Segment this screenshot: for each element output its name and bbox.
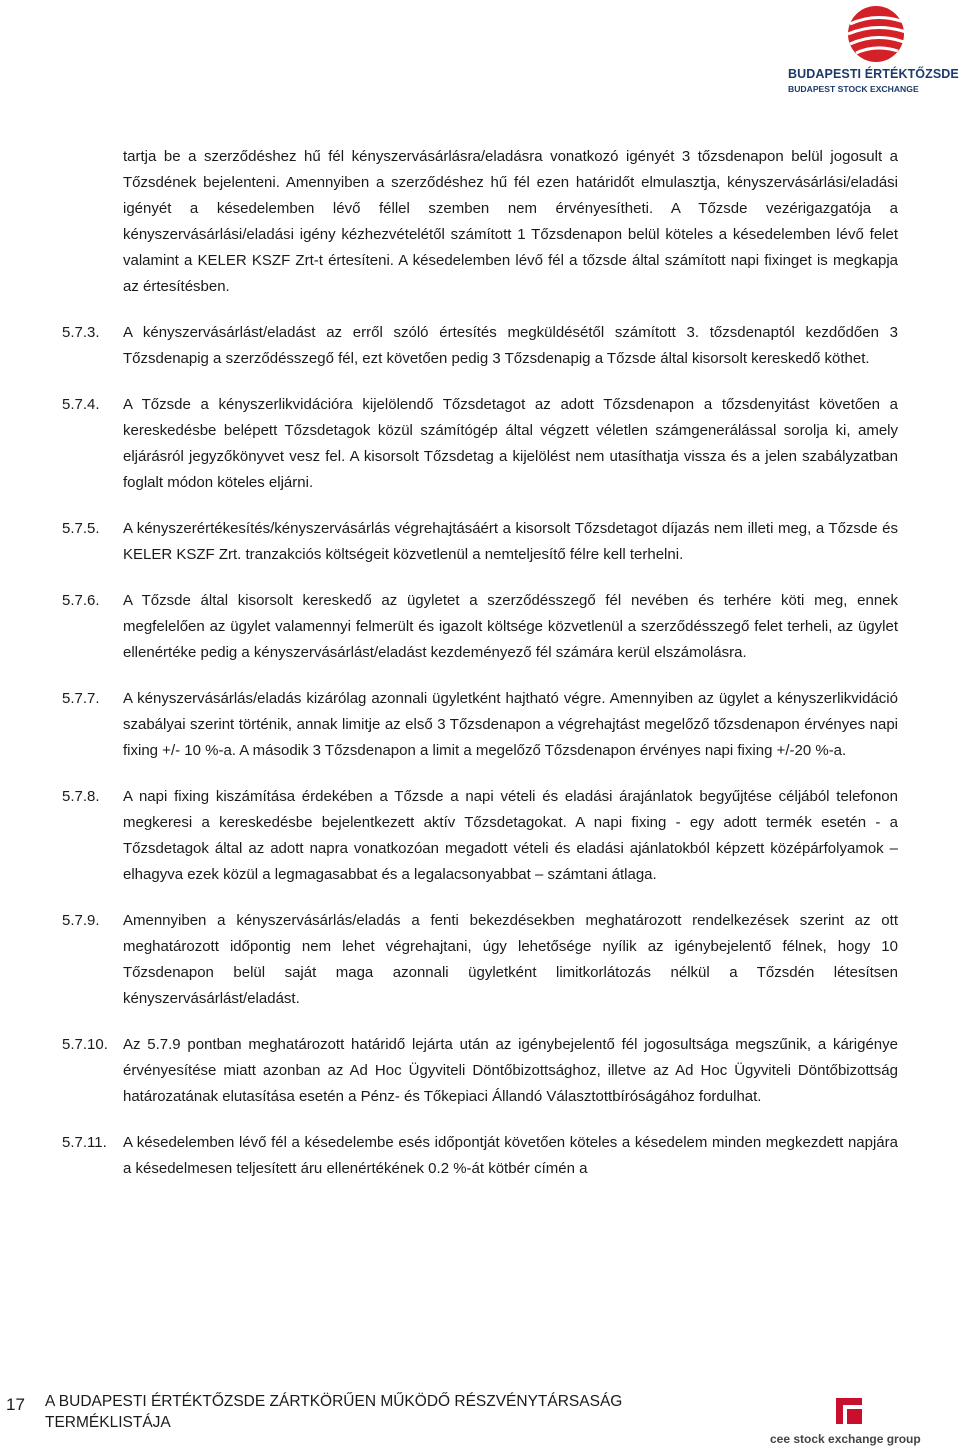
clause bbox=[62, 392, 898, 496]
page-footer bbox=[0, 1384, 960, 1454]
clause bbox=[62, 784, 898, 888]
continuation-paragraph: tartja be a szerződéshez hű fél kényszervásárlásra/eladásra vonatkozó igényét 3 tőzsdenapon belül jogosult a Tőzsdének bejelenteni. Amennyiben a szerződéshez hű fél ezen határidőt elmulasztja, kényszervásárlási/eladási igényét a késedelemben lévő féllel szemben nem érvényesítheti. A Tőzsde vezérigazgatója a kényszervásárlási/eladási igény kézhezvételétől számított 1 Tőzsdenapon belül köteles a késedelemben lévő felet valamint a KELER KSZF Zrt-t értesíteni. A késedelemben lévő fél a tőzsde által számított napi fixinget is megkapja az értesítésben. bbox=[123, 148, 898, 295]
clause-text: A kényszervásárlást/eladást az erről szóló értesítés megküldésétől számított 3. tőzsdenaptól kezdődően 3 Tőzsdenapig a szerződésszegő fél, ezt követően pedig 3 Tőzsdenapig a Tőzsde által kisorsolt kereskedő köthet. bbox=[123, 324, 898, 367]
page-number: 17 bbox=[6, 1395, 25, 1414]
cee-logo-icon bbox=[834, 1396, 864, 1426]
clause bbox=[62, 588, 898, 666]
footer-title bbox=[45, 1391, 622, 1433]
clause-number: 5.7.6. bbox=[62, 592, 100, 609]
clause bbox=[62, 1032, 898, 1110]
clause-number: 5.7.3. bbox=[62, 324, 100, 341]
clause-number: 5.7.4. bbox=[62, 396, 100, 413]
logo-title: BUDAPESTI ÉRTÉKTŐZSDE bbox=[788, 67, 959, 81]
bse-sphere-icon bbox=[844, 4, 908, 64]
footer-title-line2: TERMÉKLISTÁJA bbox=[45, 1414, 171, 1431]
document-body bbox=[62, 144, 898, 1202]
clause-number: 5.7.11. bbox=[62, 1134, 107, 1151]
clause-text: Az 5.7.9 pontban meghatározott határidő lejárta után az igénybejelentő fél jogosultsága megszűnik, a kárigénye érvényesítése miatt azonban az Ad Hoc Ügyviteli Döntőbizottsághoz, illetve az Ad Hoc Ügyviteli Döntőbizottság határozatának elutasítása esetén a Pénz- és Tőkepiaci Állandó Választottbíróságához fordulhat. bbox=[123, 1036, 898, 1105]
clause-text: Amennyiben a kényszervásárlás/eladás a fenti bekezdésekben meghatározott rendelkezések szerint az ott meghatározott időpontig nem lehet végrehajtani, úgy lehetősége nyílik az igénybejelentő félnek, hogy 10 Tőzsdenapon belül saját maga azonnali ügyletként limitkorlátozás nélkül a Tőzsdén létesítsen kényszervásárlást/eladást. bbox=[123, 912, 898, 1007]
clause-number: 5.7.9. bbox=[62, 912, 100, 929]
logo-subtitle: BUDAPEST STOCK EXCHANGE bbox=[788, 84, 919, 94]
clause-number: 5.7.7. bbox=[62, 690, 100, 707]
clause bbox=[62, 908, 898, 1012]
clause-number: 5.7.10. bbox=[62, 1036, 108, 1053]
clause bbox=[62, 686, 898, 764]
clause bbox=[62, 1130, 898, 1182]
clause bbox=[62, 320, 898, 372]
cee-logo-text: cee stock exchange group bbox=[770, 1432, 921, 1446]
clause-text: A napi fixing kiszámítása érdekében a Tőzsde a napi vételi és eladási árajánlatok begyűjtése céljából telefonon megkeresi a kereskedésbe bejelentkezett aktív Tőzsdetagokat. A napi fixing - egy adott termék esetén - a Tőzsdetagok által az adott napra vonatkozóan megadott vételi és eladási ajánlatokból képzett középárfolyamok – elhagyva ezek közül a legmagasabbat és a legalacsonyabbat – számtani átlaga. bbox=[123, 788, 898, 883]
clause bbox=[62, 516, 898, 568]
clause-number: 5.7.5. bbox=[62, 520, 100, 537]
clause-text: A Tőzsde a kényszerlikvidációra kijelölendő Tőzsdetagot az adott Tőzsdenapon a tőzsdenyitást követően a kereskedésbe belépett Tőzsdetagok közül számítógép által végzett véletlen számgenerálással sorolja ki, amely eljárásról jegyzőkönyvet vesz fel. A kisorsolt Tőzsdetag a kijelölést nem utasíthatja vissza és a jelen szabályzatban foglalt módon köteles eljárni. bbox=[123, 396, 898, 491]
clause-text: A kényszerértékesítés/kényszervásárlás végrehajtásáért a kisorsolt Tőzsdetagot díjazás nem illeti meg, a Tőzsde és KELER KSZF Zrt. tranzakciós költségeit közvetlenül a nemteljesítő félre kell terhelni. bbox=[123, 520, 898, 563]
clause-text: A késedelemben lévő fél a késedelembe esés időpontját követően köteles a késedelem minden megkezdett napjára a késedelmesen teljesített áru ellenértékének 0.2 %-át kötbér címén a bbox=[123, 1134, 898, 1177]
clause-number: 5.7.8. bbox=[62, 788, 100, 805]
footer-title-line1: A BUDAPESTI ÉRTÉKTŐZSDE ZÁRTKÖRŰEN MŰKÖDŐ RÉSZVÉNYTÁRSASÁG bbox=[45, 1393, 623, 1410]
clause-text: A Tőzsde által kisorsolt kereskedő az ügyletet a szerződésszegő fél nevében és terhére köti meg, ennek megfelelően az ügylet valamennyi felmerült és igazolt költsége közvetlenül a szerződésszegő felet terheli, az ügylet ellenértéke pedig a kényszervásárlást/eladást kezdeményező fél számára kerül elszámolásra. bbox=[123, 592, 898, 661]
clause-text: A kényszervásárlás/eladás kizárólag azonnali ügyletként hajtható végre. Amennyiben az ügylet a kényszerlikvidáció szabályai szerint történik, annak limitje az első 3 Tőzsdenapon a végrehajtást megelőző tőzsdenapon érvényes napi fixing +/- 10 %-a. A második 3 Tőzsdenapon a limit a megelőző Tőzsdenapon érvényes napi fixing +/-20 %-a. bbox=[123, 690, 898, 759]
bse-logo bbox=[784, 4, 960, 96]
